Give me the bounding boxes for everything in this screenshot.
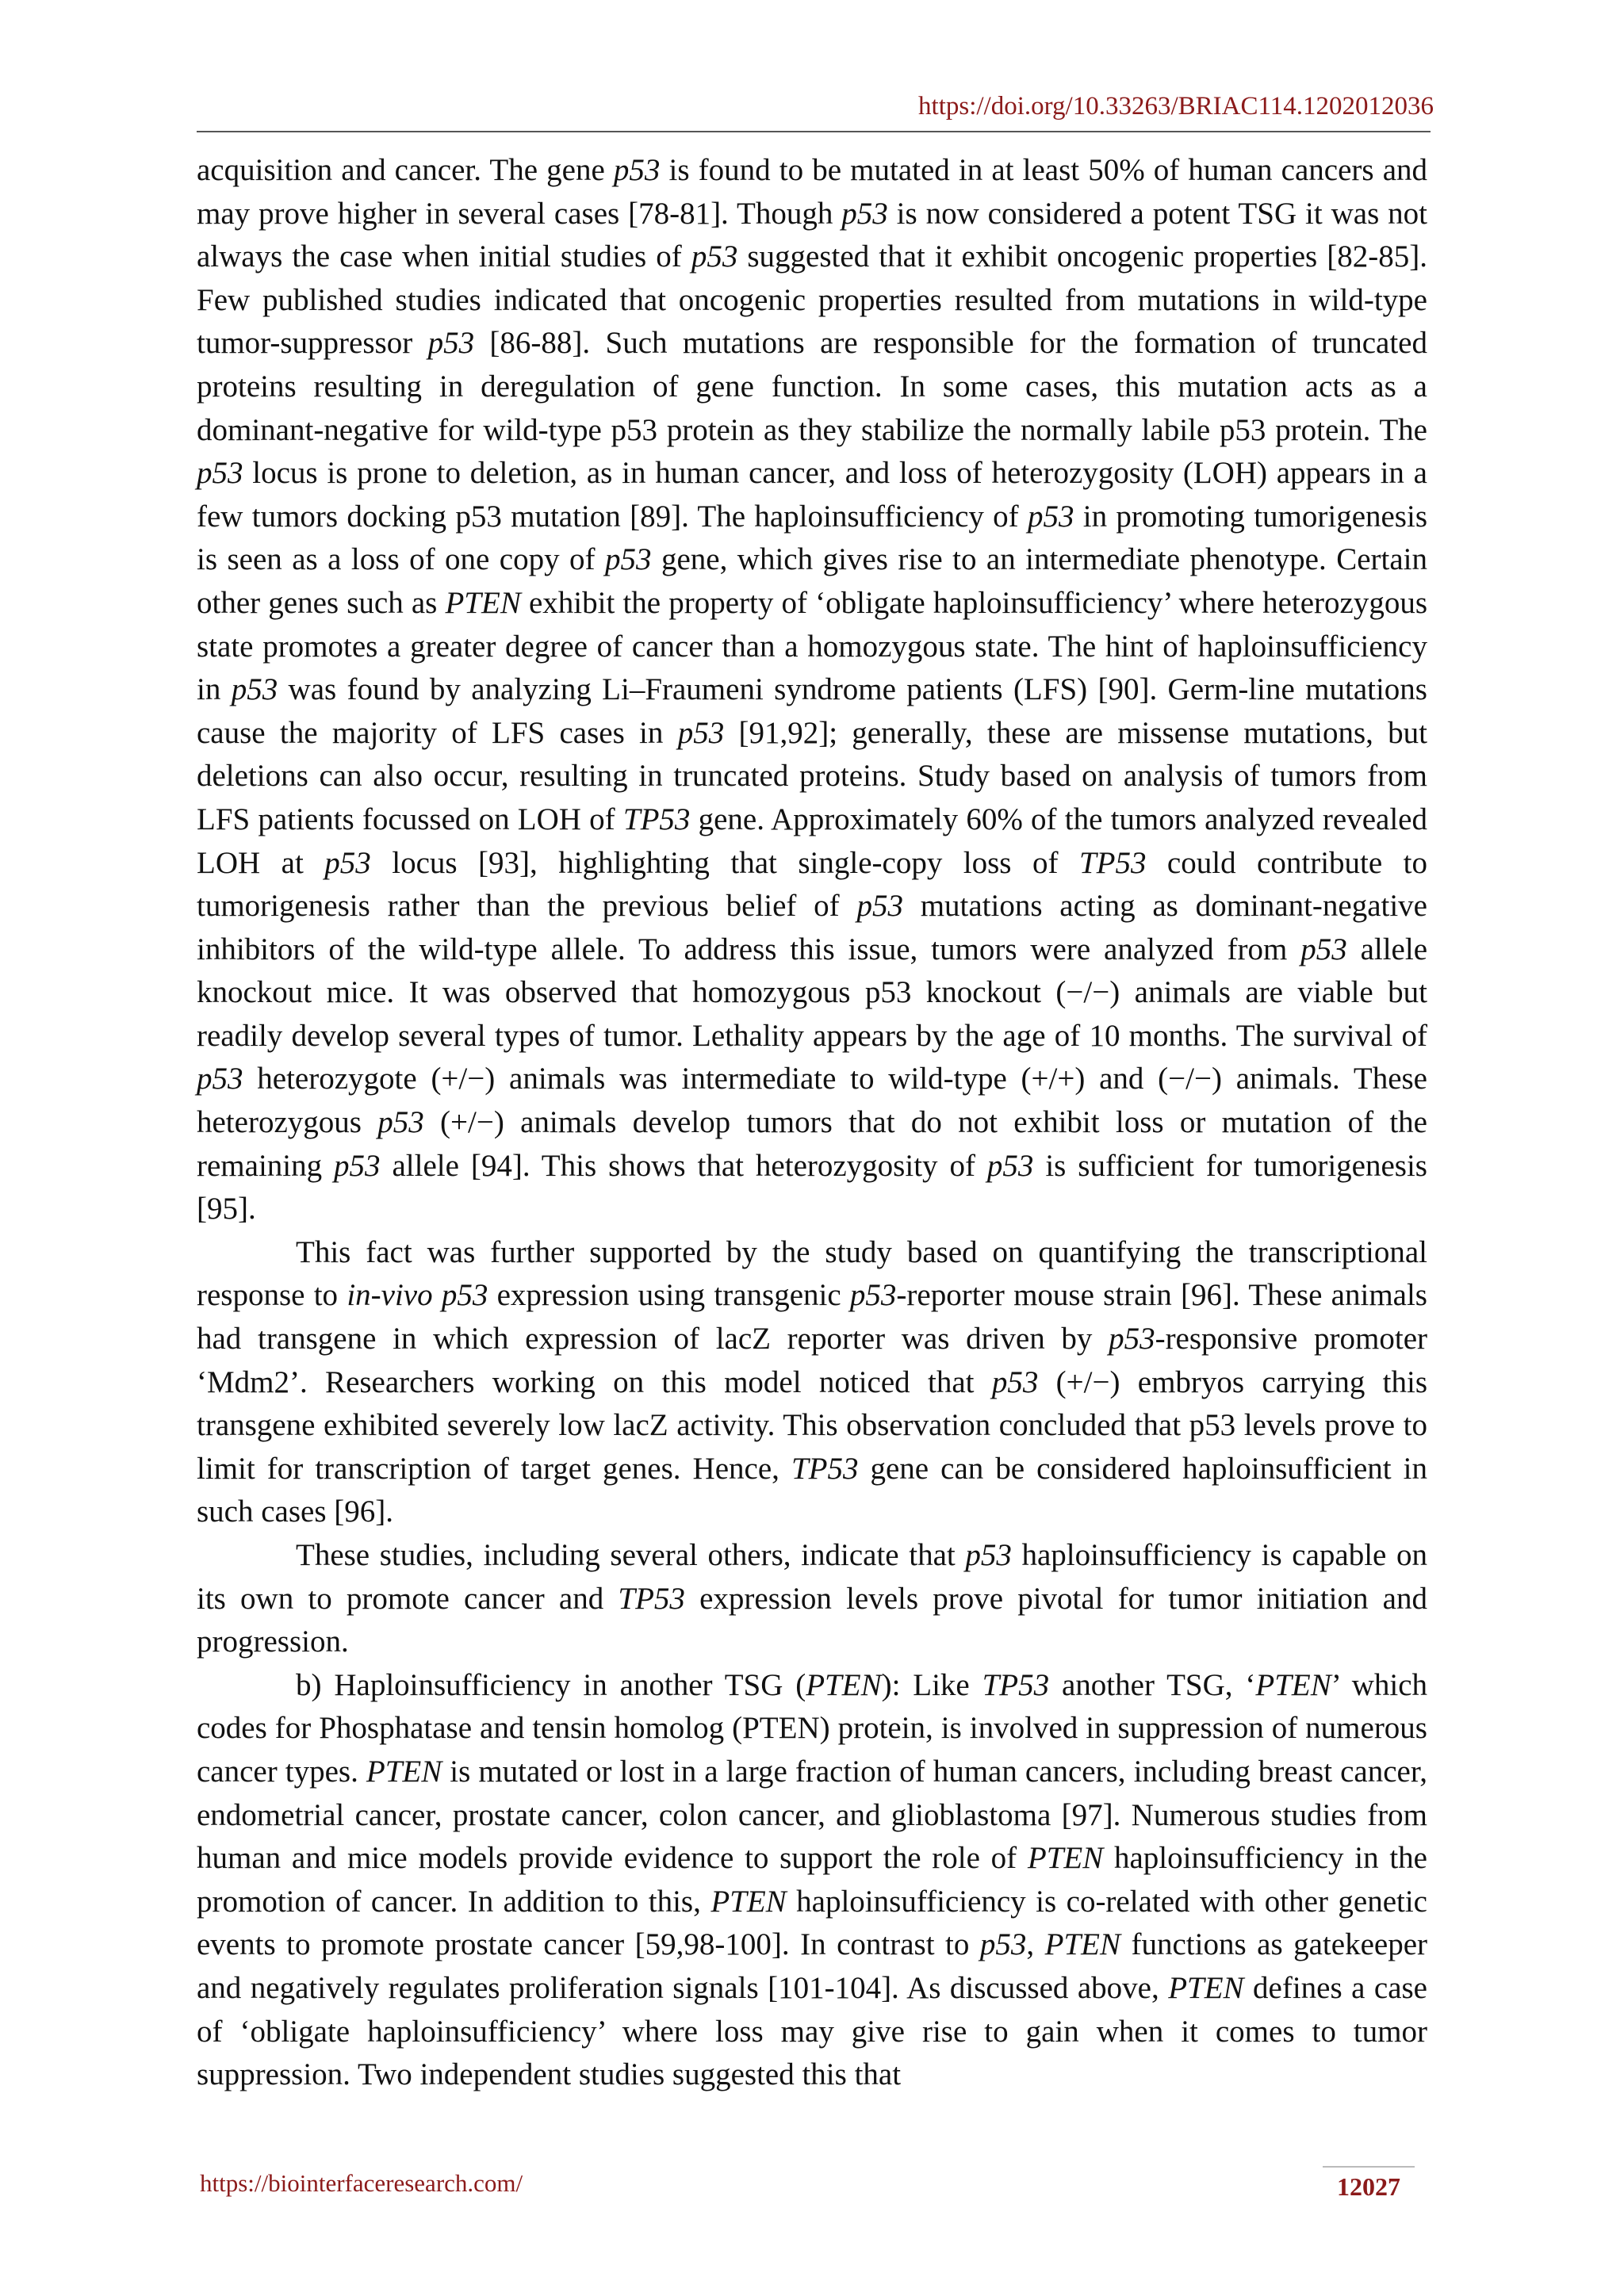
text-run: another TSG, ‘	[1049, 1667, 1256, 1702]
italic-term: PTEN	[1255, 1667, 1331, 1702]
text-run: gene. Approximately 60% of the tumors analyzed revealed LOH at	[197, 802, 1427, 880]
text-run: could contribute to tumorigenesis rather than the previous belief of	[197, 845, 1427, 924]
text-run: b) Haploinsufficiency in another TSG (	[296, 1667, 806, 1702]
text-run: suggested that it exhibit oncogenic properties [82-85]. Few published studies indicated that oncogenic properties resulted from mutations in wild-type tumor-suppressor	[197, 239, 1427, 361]
text-run: expression levels prove pivotal for tumor initiation and progression.	[197, 1581, 1427, 1659]
italic-term: TP53	[982, 1667, 1050, 1702]
text-run: -reporter mouse strain [96]. These animals had transgene in which expression of lacZ reporter was driven by	[197, 1278, 1427, 1357]
italic-term: p53	[427, 326, 475, 361]
italic-term: TP53	[618, 1581, 685, 1616]
italic-term: p53	[965, 1538, 1012, 1572]
italic-term: p53	[1300, 932, 1347, 966]
footer-divider	[1323, 2166, 1415, 2168]
italic-term: PTEN	[710, 1884, 787, 1919]
italic-term: p53	[231, 672, 278, 707]
italic-term: p53	[677, 715, 725, 750]
paragraph-p53-haploinsufficiency	[197, 149, 1427, 1231]
paragraph-summary	[197, 1534, 1427, 1664]
italic-term: p53	[986, 1148, 1034, 1183]
italic-term: p53	[197, 456, 243, 491]
text-run: expression using transgenic	[488, 1278, 850, 1313]
italic-term: p53	[849, 1278, 897, 1313]
italic-term: p53	[334, 1148, 381, 1183]
text-run: heterozygote (+/−) animals was intermediate to wild-type (+/+) and (−/−) animals. These heterozygous	[197, 1062, 1427, 1140]
italic-term: p53	[1027, 499, 1074, 534]
text-run: defines a case of ‘obligate haploinsufficiency’ where loss may give rise to gain when it comes to tumor suppression. Two independent studies suggested this that	[197, 1970, 1427, 2092]
text-run: acquisition and cancer. The gene	[197, 153, 614, 187]
text-run: -responsive promoter ‘Mdm2’. Researchers working on this model noticed that	[197, 1322, 1427, 1399]
italic-term: PTEN	[445, 585, 521, 620]
italic-term: TP53	[791, 1451, 859, 1486]
italic-term: TP53	[1078, 845, 1147, 880]
italic-term: p53	[613, 153, 661, 187]
text-run: ,	[1026, 1927, 1045, 1962]
italic-term: p53	[691, 239, 738, 274]
italic-term: PTEN	[1027, 1841, 1104, 1876]
italic-term: PTEN	[806, 1667, 882, 1702]
italic-term: p53	[991, 1364, 1039, 1399]
text-run: is found to be mutated in at least 50% of human cancers and may prove higher in several cases [78-81]. Though	[197, 153, 1428, 231]
text-run: ): Like	[881, 1667, 982, 1702]
text-run: was found by analyzing Li–Fraumeni syndrome patients (LFS) [90]. Germ-line mutations cause the majority of LFS cases in	[197, 672, 1427, 750]
text-run: allele knockout mice. It was observed that homozygous p53 knockout (−/−) animals are viable but readily develop several types of tumor. Lethality appears by the age of 10 months. The survival of	[197, 932, 1428, 1053]
text-run: gene, which gives rise to an intermediate phenotype. Certain other genes such as	[197, 542, 1427, 620]
italic-term: p53	[324, 845, 371, 880]
text-run: This fact was further supported by the study based on quantifying the transcriptional response to	[197, 1234, 1427, 1313]
header-divider	[197, 131, 1431, 132]
doi-link[interactable]: https://doi.org/10.33263/BRIAC114.1202012036	[918, 92, 1434, 121]
text-run: haploinsufficiency is capable on its own to promote cancer and	[197, 1538, 1427, 1616]
text-run: locus is prone to deletion, as in human cancer, and loss of heterozygosity (LOH) appears in a few tumors docking p53 mutation [89]. The haploinsufficiency of	[197, 456, 1427, 534]
text-run: is sufficient for tumorigenesis [95].	[197, 1148, 1427, 1226]
text-run: functions as gatekeeper and negatively regulates proliferation signals [101-104]. As discussed above,	[197, 1927, 1427, 2005]
text-run: mutations acting as dominant-negative inhibitors of the wild-type allele. To address this issue, tumors were analyzed from	[197, 889, 1427, 966]
text-run: [91,92]; generally, these are missense mutations, but deletions can also occur, resulting in truncated proteins. Study based on analysis of tumors from LFS patients focussed on LOH of	[197, 715, 1428, 836]
footer-website-link[interactable]: https://biointerfaceresearch.com/	[200, 2169, 523, 2197]
text-run: gene can be considered haploinsufficient in such cases [96].	[197, 1451, 1428, 1529]
text-run: haploinsufficiency is co-related with other genetic events to promote prostate cancer [59,98-100]. In contrast to	[197, 1884, 1427, 1962]
italic-term: p53	[1109, 1322, 1155, 1357]
text-run: (+/−) embryos carrying this transgene exhibited severely low lacZ activity. This observation concluded that p53 levels prove to limit for transcription of target genes. Hence,	[197, 1364, 1427, 1486]
paragraph-pten-haploinsufficiency	[197, 1664, 1427, 2097]
text-run: locus [93], highlighting that single-copy loss of	[370, 845, 1079, 880]
italic-term: PTEN	[366, 1754, 442, 1789]
text-run: haploinsufficiency in the promotion of cancer. In addition to this,	[197, 1841, 1427, 1919]
italic-term: p53	[856, 889, 903, 924]
text-run: allele [94]. This shows that heterozygosity of	[380, 1148, 987, 1183]
text-run: [86-88]. Such mutations are responsible for the formation of truncated proteins resulting in deregulation of gene function. In some cases, this mutation acts as a dominant-negative for wild-type p53 protein as they stabilize the normally labile p53 protein. The	[197, 326, 1427, 447]
italic-term: p53	[197, 1062, 243, 1096]
article-body	[197, 149, 1427, 2097]
italic-term: in-vivo p53	[347, 1278, 488, 1313]
italic-term: p53	[979, 1927, 1027, 1962]
page-number: 12027	[1337, 2172, 1400, 2201]
text-run: (+/−) animals develop tumors that do not exhibit loss or mutation of the remaining	[197, 1105, 1427, 1183]
paragraph-transgenic-reporter	[197, 1231, 1427, 1534]
italic-term: TP53	[622, 802, 691, 836]
italic-term: p53	[841, 196, 888, 231]
text-run: is now considered a potent TSG it was not always the case when initial studies of	[197, 196, 1428, 274]
text-run: ’ which codes for Phosphatase and tensin homolog (PTEN) protein, is involved in suppression of numerous cancer types.	[197, 1667, 1427, 1789]
italic-term: PTEN	[1044, 1927, 1120, 1962]
text-run: These studies, including several others, indicate that	[296, 1538, 966, 1572]
italic-term: p53	[605, 542, 652, 577]
text-run: in promoting tumorigenesis is seen as a loss of one copy of	[197, 499, 1428, 577]
text-run: is mutated or lost in a large fraction of human cancers, including breast cancer, endometrial cancer, prostate cancer, colon cancer, and glioblastoma [97]. Numerous studies from human and mice models provide evidence to support the role of	[197, 1754, 1427, 1876]
italic-term: PTEN	[1168, 1970, 1244, 2005]
italic-term: p53	[377, 1105, 424, 1140]
text-run: exhibit the property of ‘obligate haploinsufficiency’ where heterozygous state promotes a greater degree of cancer than a homozygous state. The hint of haploinsufficiency in	[197, 585, 1427, 707]
